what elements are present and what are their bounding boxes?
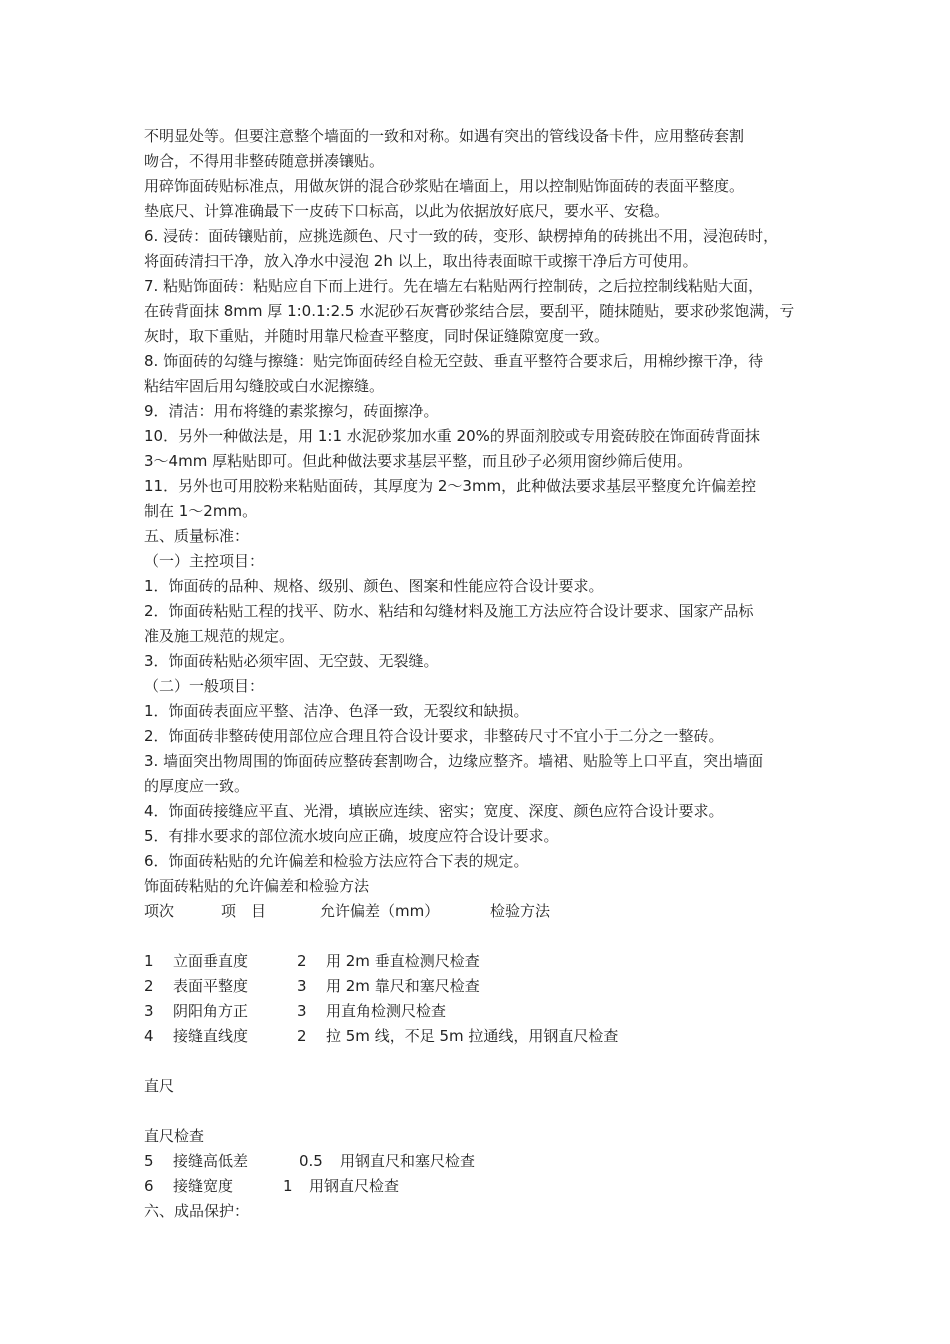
row-index: 4 bbox=[144, 1027, 154, 1045]
text-line: 3．饰面砖粘贴必须牢固、无空鼓、无裂缝。 bbox=[144, 652, 439, 670]
header-cell-index: 项次 bbox=[144, 902, 175, 920]
text-line: 1．饰面砖表面应平整、洁净、色泽一致，无裂纹和缺损。 bbox=[144, 702, 529, 720]
document-page bbox=[144, 124, 816, 1224]
row-method: 用直角检测尺检查 bbox=[326, 1002, 447, 1020]
text-line: 垫底尺、计算准确最下一皮砖下口标高，以此为依据放好底尺，要水平、安稳。 bbox=[144, 202, 670, 220]
text-line: 6. 浸砖：面砖镶贴前，应挑选颜色、尺寸一致的砖，变形、缺楞掉角的砖挑出不用，浸泡砖时， bbox=[144, 227, 779, 245]
text-line: 1．饰面砖的品种、规格、级别、颜色、图案和性能应符合设计要求。 bbox=[144, 577, 604, 595]
header-cell-method: 检验方法 bbox=[490, 902, 551, 920]
text-line: 9．清洁：用布将缝的素浆擦匀，砖面擦净。 bbox=[144, 402, 439, 420]
subsection-heading: （二）一般项目： bbox=[144, 677, 265, 695]
text-line: 吻合，不得用非整砖随意拼凑镶贴。 bbox=[144, 152, 385, 170]
tolerance-table bbox=[144, 899, 816, 1199]
row-item: 阴阳角方正 bbox=[173, 1002, 249, 1020]
text-line: 2．饰面砖非整砖使用部位应合理且符合设计要求，非整砖尺寸不宜小于二分之一整砖。 bbox=[144, 727, 724, 745]
text-line: 3. 墙面突出物周围的饰面砖应整砖套割吻合，边缘应整齐。墙裙、贴脸等上口平直，突出墙面 bbox=[144, 752, 764, 770]
text-line: 8. 饰面砖的勾缝与擦缝：贴完饰面砖经自检无空鼓、垂直平整符合要求后，用棉纱擦干净，待 bbox=[144, 352, 764, 370]
row-item: 接缝宽度 bbox=[173, 1177, 234, 1195]
text-line: 4．饰面砖接缝应平直、光滑，填嵌应连续、密实；宽度、深度、颜色应符合设计要求。 bbox=[144, 802, 724, 820]
row-method: 用钢直尺检查 bbox=[309, 1177, 400, 1195]
table-title: 饰面砖粘贴的允许偏差和检验方法 bbox=[144, 877, 370, 895]
text-line: 在砖背面抹 8mm 厚 1:0.1:2.5 水泥砂石灰膏砂浆结合层，要刮平，随抹随贴，要求砂浆饱满，亏 bbox=[144, 302, 795, 320]
text-line: 制在 1～2mm。 bbox=[144, 502, 258, 520]
text-line: 6．饰面砖粘贴的允许偏差和检验方法应符合下表的规定。 bbox=[144, 852, 529, 870]
row-method: 用 2m 靠尺和塞尺检查 bbox=[326, 977, 480, 995]
body-text bbox=[144, 124, 816, 899]
row-index: 5 bbox=[144, 1152, 154, 1170]
row-item: 接缝高低差 bbox=[173, 1152, 249, 1170]
table-row bbox=[144, 949, 816, 974]
header-cell-tolerance: 允许偏差（mm） bbox=[320, 902, 440, 920]
row-tolerance: 1 bbox=[283, 1177, 293, 1195]
table-row bbox=[144, 1149, 816, 1174]
spacer bbox=[144, 1049, 816, 1074]
table-row bbox=[144, 1024, 816, 1049]
text-line: 灰时，取下重贴，并随时用靠尺检查平整度，同时保证缝隙宽度一致。 bbox=[144, 327, 610, 345]
text-line: 3～4mm 厚粘贴即可。但此种做法要求基层平整，而且砂子必须用窗纱筛后使用。 bbox=[144, 452, 693, 470]
row-tolerance: 3 bbox=[297, 1002, 307, 1020]
section-heading: 五、质量标准： bbox=[144, 527, 250, 545]
text-line: 用碎饰面砖贴标准点，用做灰饼的混合砂浆贴在墙面上，用以控制贴饰面砖的表面平整度。 bbox=[144, 177, 745, 195]
subsection-heading: （一）主控项目： bbox=[144, 552, 265, 570]
row-index: 6 bbox=[144, 1177, 154, 1195]
text-line: 2．饰面砖粘贴工程的找平、防水、粘结和勾缝材料及施工方法应符合设计要求、国家产品标 bbox=[144, 602, 754, 620]
text-line: 5．有排水要求的部位流水坡向应正确，坡度应符合设计要求。 bbox=[144, 827, 559, 845]
spacer bbox=[144, 1099, 816, 1124]
spacer bbox=[144, 924, 816, 949]
row-item: 接缝直线度 bbox=[173, 1027, 249, 1045]
row-tolerance: 2 bbox=[297, 1027, 307, 1045]
row-item: 立面垂直度 bbox=[173, 952, 249, 970]
table-fragment: 直尺检查 bbox=[144, 1127, 205, 1145]
text-line: 粘结牢固后用勾缝胶或白水泥擦缝。 bbox=[144, 377, 385, 395]
table-fragment: 直尺 bbox=[144, 1077, 175, 1095]
text-line: 11．另外也可用胶粉来粘贴面砖，其厚度为 2～3mm，此种做法要求基层平整度允许偏差控 bbox=[144, 477, 757, 495]
table-row bbox=[144, 1174, 816, 1199]
text-line: 不明显处等。但要注意整个墙面的一致和对称。如遇有突出的管线设备卡件，应用整砖套割 bbox=[144, 127, 745, 145]
table-row bbox=[144, 974, 816, 999]
header-cell-item: 项 目 bbox=[221, 902, 267, 920]
text-line: 10．另外一种做法是，用 1:1 水泥砂浆加水重 20%的界面剂胶或专用瓷砖胶在饰面砖背面抹 bbox=[144, 427, 760, 445]
row-item: 表面平整度 bbox=[173, 977, 249, 995]
row-tolerance: 2 bbox=[297, 952, 307, 970]
table-row bbox=[144, 999, 816, 1024]
section-heading: 六、成品保护： bbox=[144, 1202, 250, 1220]
table-header-row bbox=[144, 899, 816, 924]
row-method: 用 2m 垂直检测尺检查 bbox=[326, 952, 480, 970]
row-index: 1 bbox=[144, 952, 154, 970]
text-line: 的厚度应一致。 bbox=[144, 777, 250, 795]
row-tolerance: 0.5 bbox=[299, 1152, 323, 1170]
row-tolerance: 3 bbox=[297, 977, 307, 995]
text-line: 7. 粘贴饰面砖：粘贴应自下而上进行。先在墙左右粘贴两行控制砖，之后拉控制线粘贴大面， bbox=[144, 277, 764, 295]
text-line: 准及施工规范的规定。 bbox=[144, 627, 295, 645]
row-index: 3 bbox=[144, 1002, 154, 1020]
text-line: 将面砖清扫干净，放入净水中浸泡 2h 以上，取出待表面晾干或擦干净后方可使用。 bbox=[144, 252, 698, 270]
row-index: 2 bbox=[144, 977, 154, 995]
row-method: 用钢直尺和塞尺检查 bbox=[340, 1152, 476, 1170]
row-method: 拉 5m 线，不足 5m 拉通线，用钢直尺检查 bbox=[326, 1027, 619, 1045]
